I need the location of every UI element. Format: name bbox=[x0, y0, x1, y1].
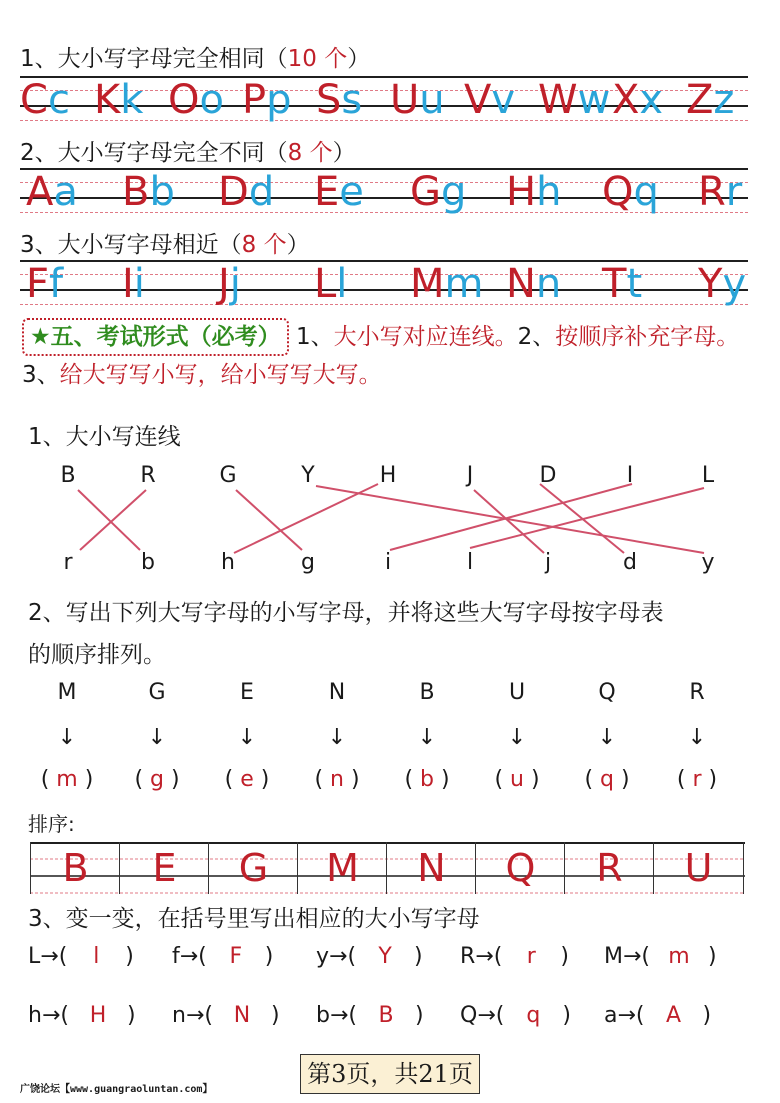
q2-answer-letter: r bbox=[692, 767, 702, 792]
lowercase-letter: n bbox=[535, 261, 562, 307]
match-upper-b[interactable]: B bbox=[60, 463, 76, 488]
uppercase-letter: G bbox=[410, 169, 441, 215]
lowercase-letter: a bbox=[53, 169, 78, 215]
uppercase-letter: P bbox=[242, 77, 267, 123]
close-paren: ) bbox=[560, 944, 569, 969]
section3-suffix: ） bbox=[286, 232, 310, 258]
match-line-h bbox=[234, 484, 378, 553]
match-upper-l[interactable]: L bbox=[701, 463, 715, 488]
q2-upper-letter: G bbox=[148, 680, 166, 705]
convert-prompt: L→( bbox=[28, 944, 68, 969]
q2-upper-letter: U bbox=[508, 680, 526, 705]
uppercase-letter: B bbox=[122, 169, 150, 215]
convert-answer: r bbox=[526, 944, 536, 969]
down-arrow-icon: ↓ bbox=[417, 725, 437, 750]
q2-answer[interactable] bbox=[662, 767, 732, 792]
exam-part-4: 按顺序补充字母。 bbox=[555, 324, 740, 350]
exam-part-1: 1、 bbox=[295, 324, 334, 350]
q2-answer[interactable] bbox=[392, 767, 462, 792]
section3-count: 8 个 bbox=[241, 232, 287, 258]
convert-answer: m bbox=[668, 944, 690, 969]
sorted-letter: Q bbox=[505, 846, 536, 890]
convert-prompt: h→( bbox=[28, 1003, 69, 1028]
uppercase-letter: W bbox=[538, 77, 578, 123]
convert-item[interactable] bbox=[28, 944, 134, 969]
q2-answer-letter: m bbox=[56, 767, 78, 792]
down-arrow-icon: ↓ bbox=[237, 725, 257, 750]
section2-count: 8 个 bbox=[287, 140, 333, 166]
section1-prefix: 1、大小写字母完全相同（ bbox=[20, 46, 288, 72]
section1-count: 10 个 bbox=[287, 46, 348, 72]
lowercase-letter: w bbox=[577, 77, 611, 123]
convert-answer: A bbox=[665, 1003, 682, 1028]
uppercase-letter: J bbox=[218, 261, 230, 307]
q2-answer-letter: g bbox=[150, 767, 164, 792]
exam-box-label: ★五、考试形式（必考） bbox=[22, 318, 289, 356]
lowercase-letter: x bbox=[639, 77, 664, 123]
q2-answer-letter: q bbox=[600, 767, 614, 792]
section3-prefix: 3、大小写字母相近（ bbox=[20, 232, 242, 258]
down-arrow-icon: ↓ bbox=[57, 725, 77, 750]
match-lower-g[interactable]: g bbox=[301, 550, 315, 575]
open-paren: ( bbox=[676, 767, 693, 792]
uppercase-letter: O bbox=[168, 77, 200, 123]
q2-upper-letter: R bbox=[689, 680, 705, 705]
close-paren: ) bbox=[343, 767, 360, 792]
close-paren: ) bbox=[126, 1003, 136, 1028]
section1-suffix: ） bbox=[347, 46, 371, 72]
close-paren: ) bbox=[702, 1003, 712, 1028]
lowercase-letter: g bbox=[441, 169, 467, 215]
open-paren: ( bbox=[224, 767, 241, 792]
match-line-i bbox=[390, 484, 632, 550]
close-paren: ) bbox=[613, 767, 630, 792]
lowercase-letter: l bbox=[336, 261, 348, 307]
open-paren: ( bbox=[314, 767, 331, 792]
sorted-letter: M bbox=[326, 846, 359, 890]
uppercase-letter: Y bbox=[698, 261, 723, 307]
lowercase-letter: o bbox=[199, 77, 224, 123]
page-number: 第3页，共21页 bbox=[300, 1054, 480, 1094]
lowercase-letter: q bbox=[633, 169, 659, 215]
convert-answer: Y bbox=[378, 944, 392, 969]
sorted-cell[interactable] bbox=[208, 842, 298, 894]
match-upper-d[interactable]: D bbox=[539, 463, 557, 488]
convert-answer: F bbox=[229, 944, 243, 969]
convert-answer: H bbox=[89, 1003, 107, 1028]
close-paren: ) bbox=[253, 767, 270, 792]
uppercase-letter: L bbox=[314, 261, 337, 307]
uppercase-letter: U bbox=[390, 77, 420, 123]
match-lower-j[interactable]: j bbox=[544, 550, 552, 575]
down-arrow-icon: ↓ bbox=[597, 725, 617, 750]
open-paren: ( bbox=[40, 767, 57, 792]
sorted-cell[interactable] bbox=[653, 842, 744, 894]
convert-item[interactable] bbox=[172, 944, 273, 969]
lowercase-letter: e bbox=[339, 169, 364, 215]
uppercase-letter: V bbox=[464, 77, 492, 123]
lowercase-letter: y bbox=[722, 261, 747, 307]
lowercase-letter: t bbox=[626, 261, 643, 307]
convert-item[interactable] bbox=[604, 1003, 711, 1028]
lowercase-letter: f bbox=[49, 261, 64, 307]
q2-title-line1: 2、写出下列大写字母的小写字母，并将这些大写字母按字母表 bbox=[28, 600, 664, 626]
lowercase-letter: m bbox=[444, 261, 484, 307]
q3-title: 3、变一变，在括号里写出相应的大小写字母 bbox=[28, 906, 480, 932]
lowercase-letter: u bbox=[419, 77, 445, 123]
q2-upper-letter: E bbox=[240, 680, 254, 705]
lowercase-letter: i bbox=[133, 261, 145, 307]
sorted-letter: N bbox=[417, 846, 446, 890]
convert-item[interactable] bbox=[460, 1003, 571, 1028]
match-lower-i[interactable]: i bbox=[384, 550, 392, 575]
q2-answer[interactable] bbox=[482, 767, 552, 792]
sort-label: 排序: bbox=[28, 812, 75, 836]
close-paren: ) bbox=[414, 944, 423, 969]
convert-answer: l bbox=[93, 944, 100, 969]
lowercase-letter: h bbox=[536, 169, 562, 215]
match-line-b bbox=[78, 490, 140, 550]
uppercase-letter: Q bbox=[602, 169, 634, 215]
q2-upper-letter: Q bbox=[598, 680, 616, 705]
sorted-cell[interactable] bbox=[386, 842, 476, 894]
q2-upper-letter: M bbox=[57, 680, 77, 705]
q2-answer[interactable] bbox=[302, 767, 372, 792]
convert-item[interactable] bbox=[172, 1003, 280, 1028]
close-paren: ) bbox=[433, 767, 450, 792]
q2-answer-letter: b bbox=[420, 767, 434, 792]
q1-title: 1、大小写连线 bbox=[28, 424, 181, 450]
down-arrow-icon: ↓ bbox=[687, 725, 707, 750]
uppercase-letter: A bbox=[26, 169, 54, 215]
q2-title-line2: 的顺序排列。 bbox=[28, 642, 166, 668]
match-line-y bbox=[316, 486, 704, 553]
convert-prompt: a→( bbox=[604, 1003, 645, 1028]
convert-answer: N bbox=[233, 1003, 251, 1028]
close-paren: ) bbox=[125, 944, 134, 969]
close-paren: ) bbox=[523, 767, 540, 792]
exam-part-2: 大小写对应连线。 bbox=[333, 324, 518, 350]
convert-answer: q bbox=[526, 1003, 541, 1028]
lowercase-letter: z bbox=[713, 77, 735, 123]
section2-prefix: 2、大小写字母完全不同（ bbox=[20, 140, 288, 166]
convert-prompt: y→( bbox=[316, 944, 357, 969]
close-paren: ) bbox=[708, 944, 717, 969]
match-lower-h[interactable]: h bbox=[221, 550, 235, 575]
q2-upper-letter: B bbox=[419, 680, 435, 705]
match-upper-j[interactable]: J bbox=[466, 463, 474, 488]
convert-prompt: f→( bbox=[172, 944, 207, 969]
convert-item[interactable] bbox=[316, 944, 423, 969]
uppercase-letter: N bbox=[506, 261, 536, 307]
close-paren: ) bbox=[77, 767, 94, 792]
footer-site: 广饶论坛【www.guangraoluntan.com】 bbox=[20, 1084, 213, 1095]
sorted-letter: U bbox=[684, 846, 713, 890]
q2-answer[interactable] bbox=[212, 767, 282, 792]
close-paren: ) bbox=[414, 1003, 424, 1028]
q2-answer-letter: u bbox=[510, 767, 524, 792]
uppercase-letter: M bbox=[410, 261, 445, 307]
match-lower-r[interactable]: r bbox=[63, 550, 73, 575]
match-lower-y[interactable]: y bbox=[701, 550, 715, 575]
uppercase-letter: I bbox=[122, 261, 134, 307]
uppercase-letter: Z bbox=[686, 77, 714, 123]
q2-answer-letter: e bbox=[240, 767, 254, 792]
q2-answer[interactable] bbox=[572, 767, 642, 792]
convert-prompt: Q→( bbox=[460, 1003, 505, 1028]
match-upper-i[interactable]: I bbox=[626, 463, 634, 488]
match-line-g bbox=[236, 490, 302, 550]
uppercase-letter: F bbox=[26, 261, 50, 307]
lowercase-letter: s bbox=[341, 77, 363, 123]
sorted-cell[interactable] bbox=[30, 842, 120, 894]
match-lower-d[interactable]: d bbox=[623, 550, 637, 575]
lowercase-letter: p bbox=[266, 77, 292, 123]
close-paren: ) bbox=[270, 1003, 280, 1028]
uppercase-letter: R bbox=[698, 169, 726, 215]
sorted-letter: G bbox=[238, 846, 269, 890]
convert-prompt: b→( bbox=[316, 1003, 357, 1028]
match-line-r bbox=[80, 490, 146, 550]
convert-item[interactable] bbox=[460, 944, 569, 969]
down-arrow-icon: ↓ bbox=[147, 725, 167, 750]
open-paren: ( bbox=[404, 767, 421, 792]
convert-prompt: M→( bbox=[604, 944, 650, 969]
lowercase-letter: r bbox=[725, 169, 743, 215]
convert-answer: B bbox=[378, 1003, 394, 1028]
uppercase-letter: E bbox=[314, 169, 340, 215]
convert-item[interactable] bbox=[316, 1003, 424, 1028]
uppercase-letter: C bbox=[20, 77, 48, 123]
q2-answer[interactable] bbox=[32, 767, 102, 792]
match-upper-g[interactable]: G bbox=[219, 463, 237, 488]
match-upper-h[interactable]: H bbox=[379, 463, 397, 488]
sorted-cell[interactable] bbox=[119, 842, 209, 894]
match-lower-l[interactable]: l bbox=[466, 550, 474, 575]
lowercase-letter: k bbox=[120, 77, 144, 123]
down-arrow-icon: ↓ bbox=[327, 725, 347, 750]
uppercase-letter: X bbox=[612, 77, 640, 123]
sorted-cell[interactable] bbox=[564, 842, 654, 894]
q2-answer-letter: n bbox=[330, 767, 344, 792]
lowercase-letter: d bbox=[248, 169, 275, 215]
close-paren: ) bbox=[264, 944, 274, 969]
match-upper-y[interactable]: Y bbox=[301, 463, 315, 488]
open-paren: ( bbox=[134, 767, 151, 792]
uppercase-letter: K bbox=[94, 77, 121, 123]
uppercase-letter: T bbox=[602, 261, 627, 307]
convert-prompt: R→( bbox=[460, 944, 503, 969]
convert-item[interactable] bbox=[28, 1003, 136, 1028]
q2-upper-letter: N bbox=[328, 680, 346, 705]
convert-prompt: n→( bbox=[172, 1003, 213, 1028]
close-paren: ) bbox=[701, 767, 718, 792]
open-paren: ( bbox=[584, 767, 601, 792]
match-lower-b[interactable]: b bbox=[141, 550, 155, 575]
close-paren: ) bbox=[562, 1003, 571, 1028]
sorted-letters-grid bbox=[30, 842, 745, 894]
exam-part-6: 给大写写小写，给小写写大写。 bbox=[59, 362, 382, 388]
sorted-letter: R bbox=[596, 846, 623, 890]
lowercase-letter: v bbox=[491, 77, 516, 123]
lowercase-letter: j bbox=[229, 261, 241, 307]
section2-suffix: ） bbox=[332, 140, 356, 166]
uppercase-letter: S bbox=[316, 77, 342, 123]
open-paren: ( bbox=[494, 767, 511, 792]
close-paren: ) bbox=[163, 767, 180, 792]
uppercase-letter: H bbox=[506, 169, 537, 215]
exam-part-3: 2、 bbox=[517, 324, 556, 350]
sorted-letter: B bbox=[62, 846, 89, 890]
sorted-cell[interactable] bbox=[475, 842, 565, 894]
lowercase-letter: c bbox=[47, 77, 70, 123]
match-upper-r[interactable]: R bbox=[140, 463, 156, 488]
q2-answer[interactable] bbox=[122, 767, 192, 792]
convert-item[interactable] bbox=[604, 944, 717, 969]
sorted-letter: E bbox=[152, 846, 177, 890]
down-arrow-icon: ↓ bbox=[507, 725, 527, 750]
uppercase-letter: D bbox=[218, 169, 249, 215]
lowercase-letter: b bbox=[149, 169, 175, 215]
exam-part-5: 3、 bbox=[22, 362, 60, 388]
sorted-cell[interactable] bbox=[297, 842, 387, 894]
